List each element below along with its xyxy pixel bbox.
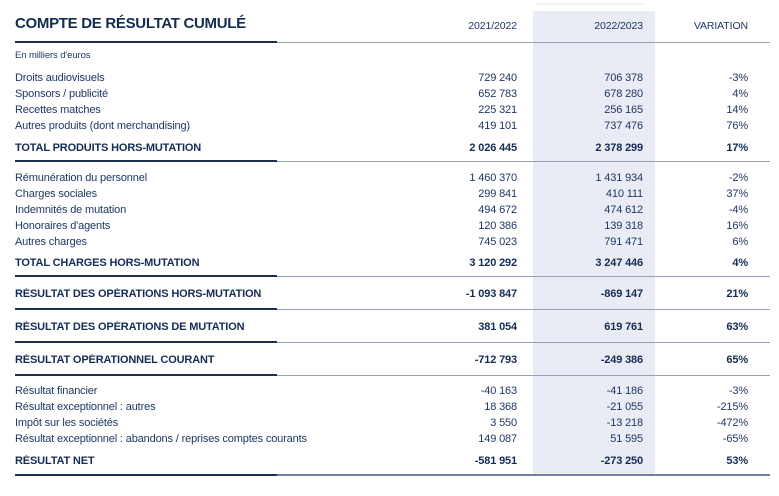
value-2021-2022: -40 163 xyxy=(480,385,517,397)
variation-value: 37% xyxy=(726,188,748,200)
value-2021-2022: 18 368 xyxy=(484,401,517,413)
row-label: Sponsors / publicité xyxy=(15,88,108,100)
row-label: Honoraires d'agents xyxy=(15,220,111,232)
divider-light-segment xyxy=(277,375,770,376)
variation-value: 14% xyxy=(726,104,748,116)
variation-value: 21% xyxy=(726,287,748,300)
variation-value: 16% xyxy=(726,220,748,232)
table-row xyxy=(15,431,770,447)
result-row-mutation xyxy=(15,318,770,335)
header-rule-dark-segment xyxy=(15,41,277,43)
value-2021-2022: 3 550 xyxy=(490,417,517,429)
divider-dark-segment xyxy=(15,341,277,343)
section-divider xyxy=(15,275,770,277)
table-row xyxy=(15,218,770,234)
variation-value: -3% xyxy=(728,385,748,397)
variation-value: 76% xyxy=(726,120,748,132)
row-label: Résultat exceptionnel : abandons / reprises comptes courants xyxy=(15,433,307,445)
row-label: TOTAL PRODUITS HORS-MUTATION xyxy=(15,141,202,154)
table-row xyxy=(15,399,770,415)
total-row xyxy=(15,139,770,156)
variation-value: 53% xyxy=(726,454,748,467)
column-header-variation: VARIATION xyxy=(693,20,748,32)
section-divider xyxy=(15,160,770,162)
variation-value: 17% xyxy=(726,141,748,154)
section-produits xyxy=(15,70,770,156)
variation-value: -3% xyxy=(728,72,748,84)
value-2022-2023: -21 055 xyxy=(606,401,643,413)
value-2022-2023: -869 147 xyxy=(600,287,643,300)
value-2022-2023: 256 165 xyxy=(604,104,643,116)
value-2021-2022: 3 120 292 xyxy=(469,256,517,269)
value-2022-2023: 791 471 xyxy=(604,236,643,248)
value-2022-2023: 474 612 xyxy=(604,204,643,216)
row-label: Autres charges xyxy=(15,236,87,248)
section-divider xyxy=(15,308,770,310)
divider-dark-segment xyxy=(15,275,277,277)
table-header xyxy=(15,0,770,32)
variation-value: 4% xyxy=(732,88,748,100)
value-2021-2022: 2 026 445 xyxy=(469,141,517,154)
row-label: Résultat financier xyxy=(15,385,98,397)
table-row xyxy=(15,70,770,86)
variation-value: 65% xyxy=(726,353,748,366)
value-2021-2022: 149 087 xyxy=(478,433,517,445)
table-bottom-rule xyxy=(15,474,770,476)
column-header-2022-2023: 2022/2023 xyxy=(594,20,643,32)
value-2021-2022: 494 672 xyxy=(478,204,517,216)
value-2021-2022: 299 841 xyxy=(478,188,517,200)
net-result-row xyxy=(15,452,770,469)
divider-dark-segment xyxy=(15,308,277,310)
value-2022-2023: 678 280 xyxy=(604,88,643,100)
section-divider xyxy=(15,374,770,376)
variation-value: 63% xyxy=(726,320,748,333)
row-label: Autres produits (dont merchandising) xyxy=(15,120,190,132)
value-2021-2022: -712 793 xyxy=(474,353,517,366)
row-label: Indemnités de mutation xyxy=(15,204,127,216)
variation-value: -472% xyxy=(716,417,748,429)
section-resultat-net xyxy=(15,383,770,469)
value-2022-2023: 51 595 xyxy=(610,433,643,445)
divider-light-segment xyxy=(277,161,770,162)
value-2022-2023: -249 386 xyxy=(600,353,643,366)
divider-dark-segment xyxy=(15,374,277,376)
row-label: Droits audiovisuels xyxy=(15,72,105,84)
value-2022-2023: 706 378 xyxy=(604,72,643,84)
row-label: RÉSULTAT OPÉRATIONNEL COURANT xyxy=(15,353,215,366)
value-2021-2022: 652 783 xyxy=(478,88,517,100)
column-header-2021-2022: 2021/2022 xyxy=(468,20,517,32)
table-row xyxy=(15,118,770,134)
variation-value: -2% xyxy=(728,172,748,184)
value-2022-2023: -273 250 xyxy=(600,454,643,467)
divider-light-segment xyxy=(277,342,770,343)
value-2021-2022: 419 101 xyxy=(478,120,517,132)
table-row xyxy=(15,383,770,399)
table-row xyxy=(15,186,770,202)
result-row-operationnel xyxy=(15,351,770,368)
unit-note: En milliers d'euros xyxy=(15,50,91,61)
table-row xyxy=(15,102,770,118)
row-label: Recettes matches xyxy=(15,104,101,116)
row-label: TOTAL CHARGES HORS-MUTATION xyxy=(15,256,200,269)
header-rule xyxy=(15,41,770,43)
table-row xyxy=(15,234,770,250)
total-row xyxy=(15,254,770,271)
variation-value: -4% xyxy=(728,204,748,216)
variation-value: -65% xyxy=(722,433,748,445)
table-row xyxy=(15,170,770,186)
section-charges xyxy=(15,170,770,271)
bottom-rule-light-segment xyxy=(277,474,770,476)
row-label: RÉSULTAT DES OPÉRATIONS DE MUTATION xyxy=(15,320,245,333)
value-2022-2023: 619 761 xyxy=(604,320,643,333)
row-label: Impôt sur les sociétés xyxy=(15,417,119,429)
table-row xyxy=(15,86,770,102)
value-2021-2022: -1 093 847 xyxy=(465,287,517,300)
value-2021-2022: 729 240 xyxy=(478,72,517,84)
value-2022-2023: -13 218 xyxy=(606,417,643,429)
row-label: RÉSULTAT DES OPÉRATIONS HORS-MUTATION xyxy=(15,287,262,300)
section-divider xyxy=(15,341,770,343)
value-2021-2022: 225 321 xyxy=(478,104,517,116)
value-2021-2022: 1 460 370 xyxy=(469,172,517,184)
row-label: Rémunération du personnel xyxy=(15,172,148,184)
value-2022-2023: 139 318 xyxy=(604,220,643,232)
report-title xyxy=(15,15,417,32)
variation-value: 4% xyxy=(732,256,748,269)
value-2021-2022: 745 023 xyxy=(478,236,517,248)
value-2021-2022: 381 054 xyxy=(478,320,517,333)
header-rule-light-segment xyxy=(277,42,770,43)
value-2021-2022: 120 386 xyxy=(478,220,517,232)
divider-light-segment xyxy=(277,276,770,277)
divider-dark-segment xyxy=(15,160,277,162)
value-2022-2023: 2 378 299 xyxy=(595,141,643,154)
row-label: Résultat exceptionnel : autres xyxy=(15,401,156,413)
value-2022-2023: 3 247 446 xyxy=(595,256,643,269)
variation-value: -215% xyxy=(716,401,748,413)
table-row xyxy=(15,202,770,218)
row-label: RÉSULTAT NET xyxy=(15,454,95,467)
value-2021-2022: -581 951 xyxy=(474,454,517,467)
report-title-text: COMPTE DE RÉSULTAT CUMULÉ xyxy=(15,15,246,32)
row-label: Charges sociales xyxy=(15,188,97,200)
value-2022-2023: -41 186 xyxy=(606,385,643,397)
variation-value: 6% xyxy=(732,236,748,248)
value-2022-2023: 410 111 xyxy=(605,188,643,200)
value-2022-2023: 1 431 934 xyxy=(595,172,643,184)
result-row-hors-mutation xyxy=(15,285,770,302)
table-row xyxy=(15,415,770,431)
value-2022-2023: 737 476 xyxy=(604,120,643,132)
divider-light-segment xyxy=(277,309,770,310)
bottom-rule-dark-segment xyxy=(15,474,277,476)
